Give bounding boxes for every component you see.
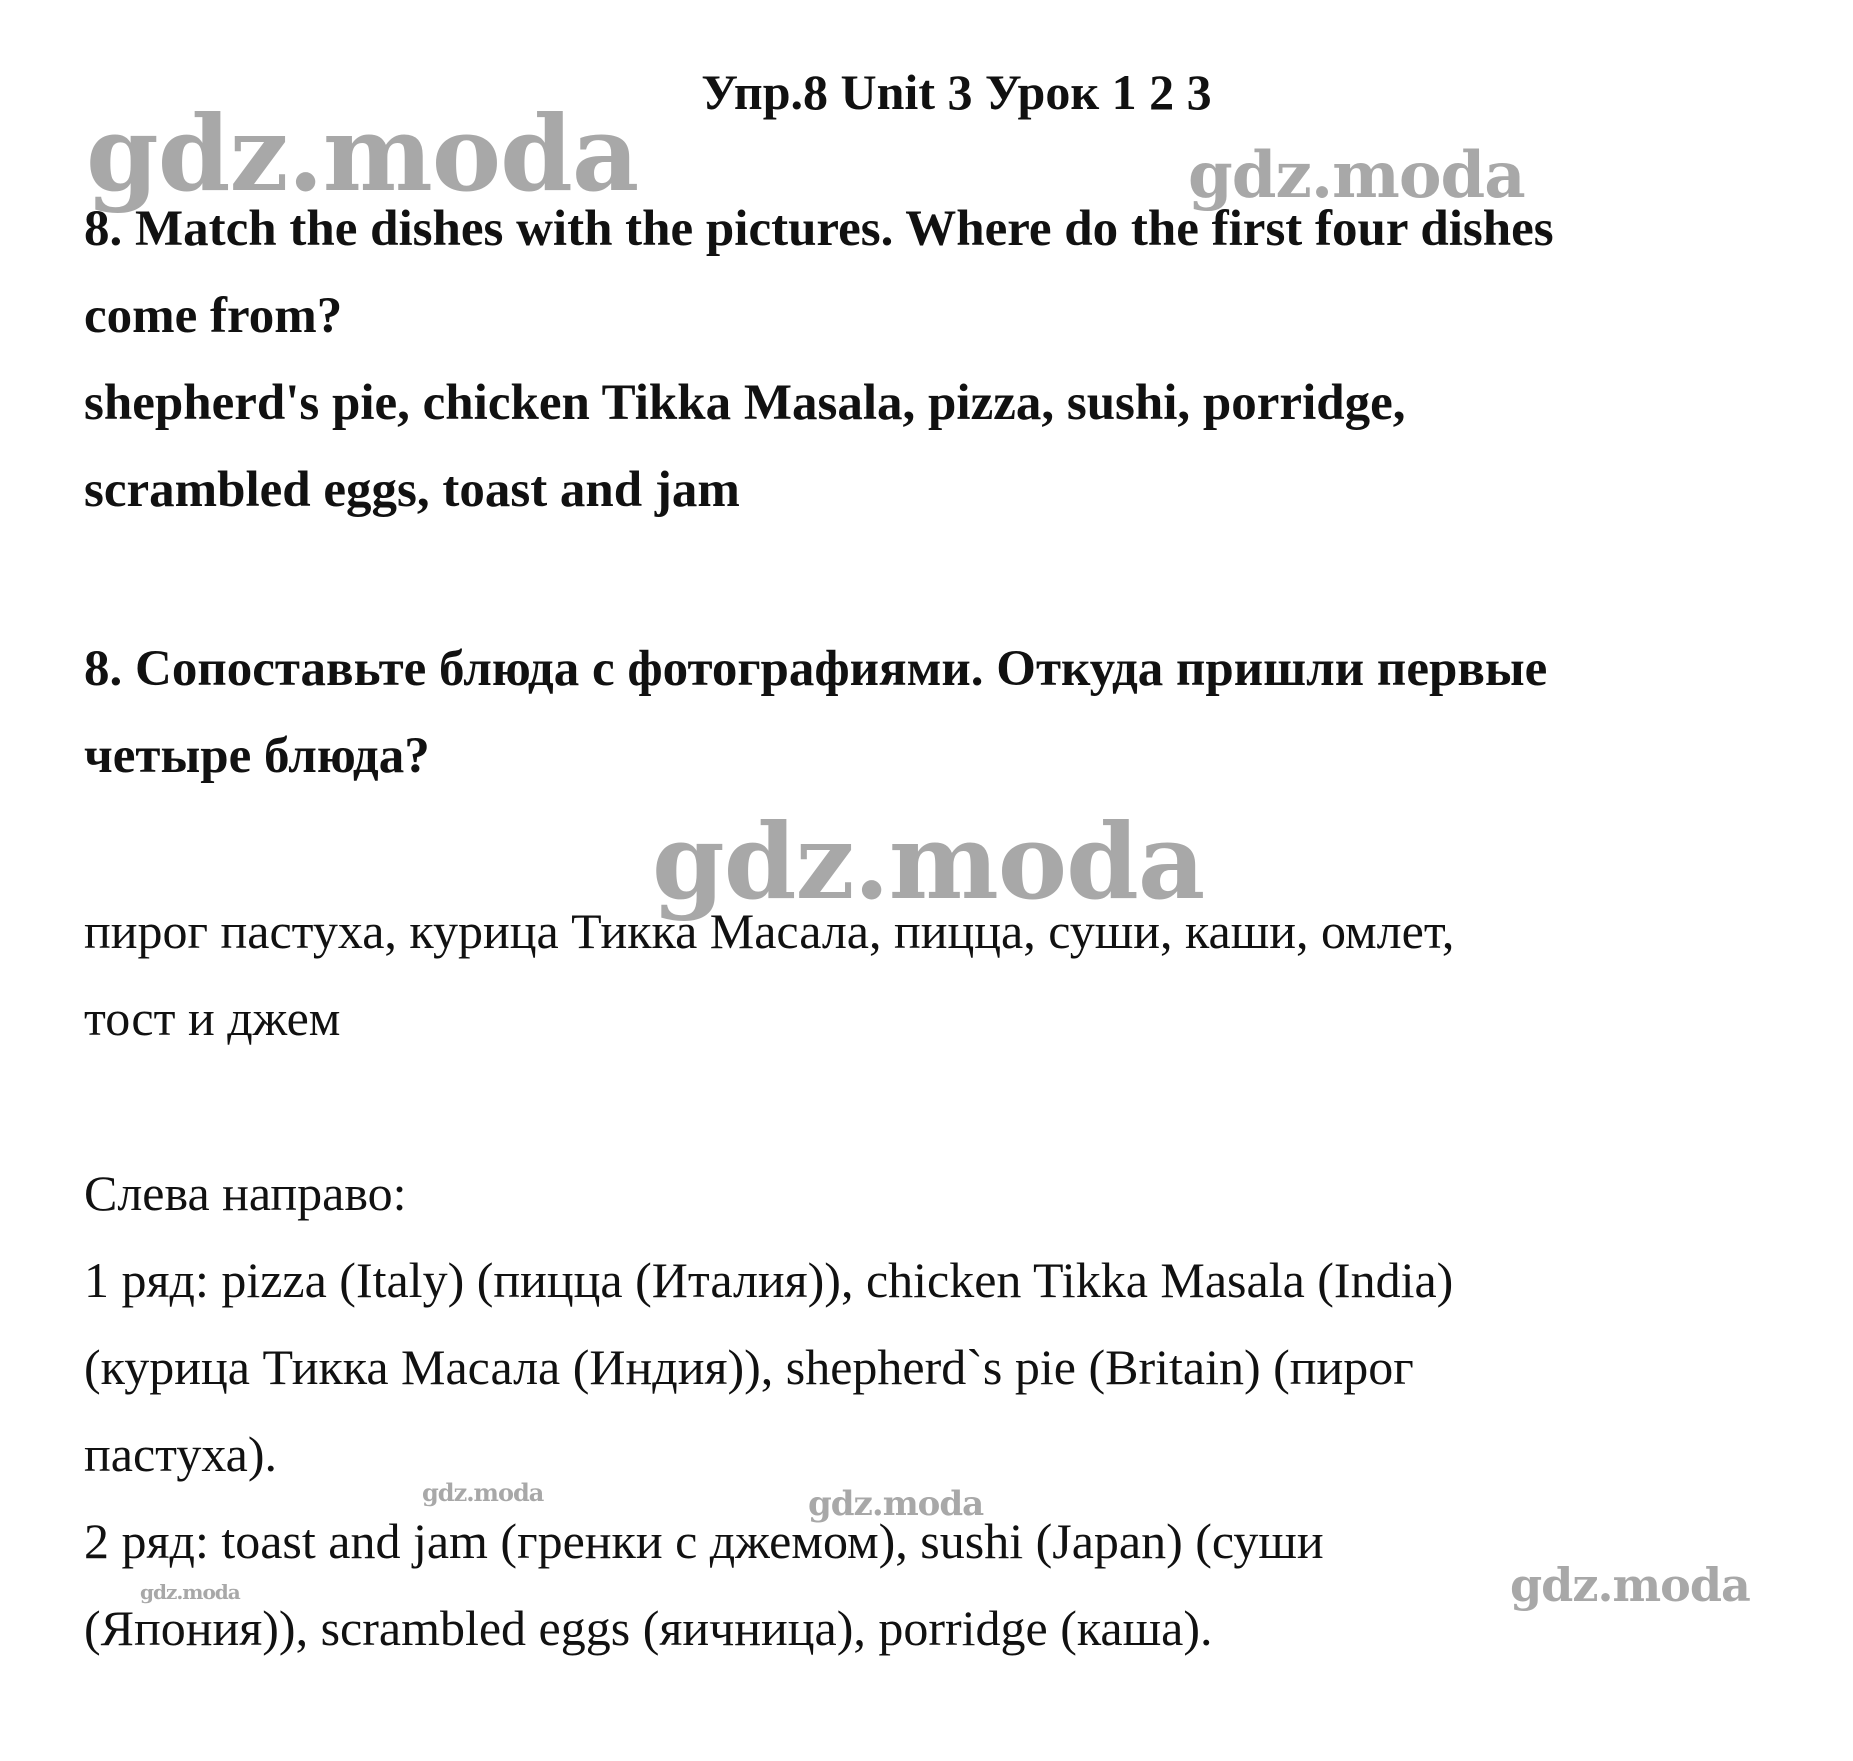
watermark-small-left: gdz.moda: [422, 1478, 544, 1507]
task-english: [84, 186, 1804, 534]
dishes-translation: [84, 888, 1804, 1062]
dishes-translation-line-2: тост и джем: [84, 990, 341, 1046]
watermark-top-left: gdz.moda: [86, 92, 639, 215]
answer-intro: Слева направо:: [84, 1165, 407, 1221]
dishes-translation-line-1: пирог пастуха, курица Тикка Масала, пицца, суши, каши, омлет,: [84, 903, 1455, 959]
answer-line-3: пастуха).: [84, 1426, 278, 1482]
watermark-small-center: gdz.moda: [808, 1484, 984, 1524]
task-english-line-3: shepherd's pie, chicken Tikka Masala, pizza, sushi, porridge,: [84, 375, 1406, 431]
task-english-line-4: scrambled eggs, toast and jam: [84, 462, 740, 518]
task-russian-line-2: четыре блюда?: [84, 728, 430, 784]
watermark-top-right: gdz.moda: [1188, 138, 1525, 213]
answer-line-2: (курица Тикка Масала (Индия)), shepherd`s pie (Britain) (пирог: [84, 1339, 1414, 1395]
task-russian-line-1: 8. Сопоставьте блюда с фотографиями. Откуда пришли первые: [84, 641, 1548, 697]
watermark-tiny-left: gdz.moda: [140, 1580, 240, 1604]
answer-line-5: (Япония)), scrambled eggs (яичница), porridge (каша).: [84, 1600, 1213, 1656]
task-english-line-1: 8. Match the dishes with the pictures. Where do the first four dishes: [84, 201, 1554, 257]
task-russian: [84, 626, 1804, 800]
answer: [84, 1150, 1804, 1672]
answer-line-4: 2 ряд: toast and jam (гренки с джемом), sushi (Japan) (суши: [84, 1513, 1324, 1569]
watermark-bottom-right: gdz.moda: [1510, 1558, 1750, 1612]
watermark-center: gdz.moda: [652, 800, 1205, 923]
answer-line-1: 1 ряд: pizza (Italy) (пицца (Италия)), chicken Tikka Masala (India): [84, 1252, 1454, 1308]
task-english-line-2: come from?: [84, 288, 343, 344]
page-title: Упр.8 Unit 3 Урок 1 2 3: [701, 64, 1212, 120]
